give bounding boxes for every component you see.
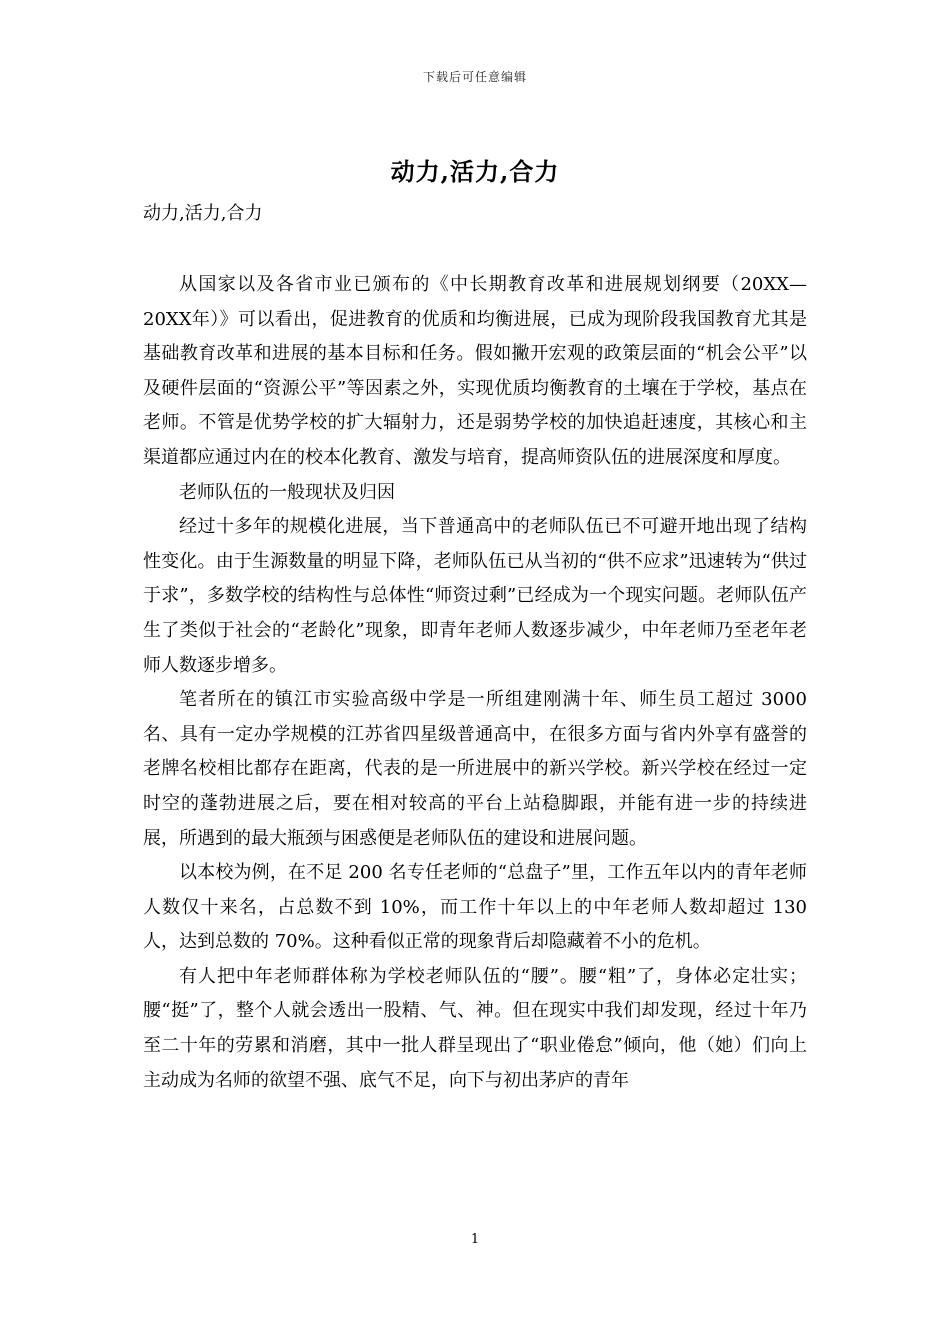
document-subtitle: 动力,活力,合力 bbox=[143, 203, 263, 224]
page-number: 1 bbox=[470, 1232, 480, 1247]
paragraph-statistics: 以本校为例，在不足 200 名专任老师的“总盘子”里，工作五年以内的青年老师人数仅十来名，占总数不到 10%，而工作十年以上的中年老师人数却超过 130 人，达到总数的 70%。这种看似正常的现象背后却隐藏着不小的危机。 bbox=[143, 862, 807, 953]
paragraph-middle-aged: 有人把中年老师群体称为学校老师队伍的“腰”。腰“粗”了，身体必定壮实；腰“挺”了，整个人就会透出一股精、气、神。但在现实中我们却发现，经过十年乃至二十年的劳累和消磨，其中一批人群呈现出了“职业倦怠”倾向，他（她）们向上主动成为名师的欲望不强、底气不足，向下与初出茅庐的青年 bbox=[143, 965, 807, 1091]
paragraph-structure: 经过十多年的规模化进展，当下普通高中的老师队伍已不可避开地出现了结构性变化。由于生源数量的明显下降，老师队伍已从当初的“供不应求”迅速转为“供过于求”，多数学校的结构性与总体性“师资过剩”已经成为一个现实问题。老师队伍产生了类似于社会的“老龄化”现象，即青年老师人数逐步减少，中年老师乃至老年老师人数逐步增多。 bbox=[143, 516, 807, 676]
section-heading: 老师队伍的一般现状及归因 bbox=[179, 481, 395, 503]
document-body bbox=[143, 268, 807, 1098]
header-note: 下载后可任意编辑 bbox=[422, 70, 527, 84]
document-title: 动力,活力,合力 bbox=[390, 157, 560, 186]
paragraph-school: 笔者所在的镇江市实验高级中学是一所组建刚满十年、师生员工超过 3000 名、具有一定办学规模的江苏省四星级普通高中，在很多方面与省内外享有盛誉的老牌名校相比都存在距离，代表的是一所进展中的新兴学校。新兴学校在经过一定时空的蓬勃进展之后，要在相对较高的平台上站稳脚跟，并能有进一步的持续进展，所遇到的最大瓶颈与困惑便是老师队伍的建设和进展问题。 bbox=[143, 689, 807, 849]
paragraph-intro: 从国家以及各省市业已颁布的《中长期教育改革和进展规划纲要（20XX—20XX年）》可以看出，促进教育的优质和均衡进展，已成为现阶段我国教育尤其是基础教育改革和进展的基本目标和任务。假如撇开宏观的政策层面的“机会公平”以及硬件层面的“资源公平”等因素之外，实现优质均衡教育的土壤在于学校，基点在老师。不管是优势学校的扩大辐射力，还是弱势学校的加快追赶速度，其核心和主渠道都应通过内在的校本化教育、激发与培育，提高师资队伍的进展深度和厚度。 bbox=[143, 274, 807, 468]
